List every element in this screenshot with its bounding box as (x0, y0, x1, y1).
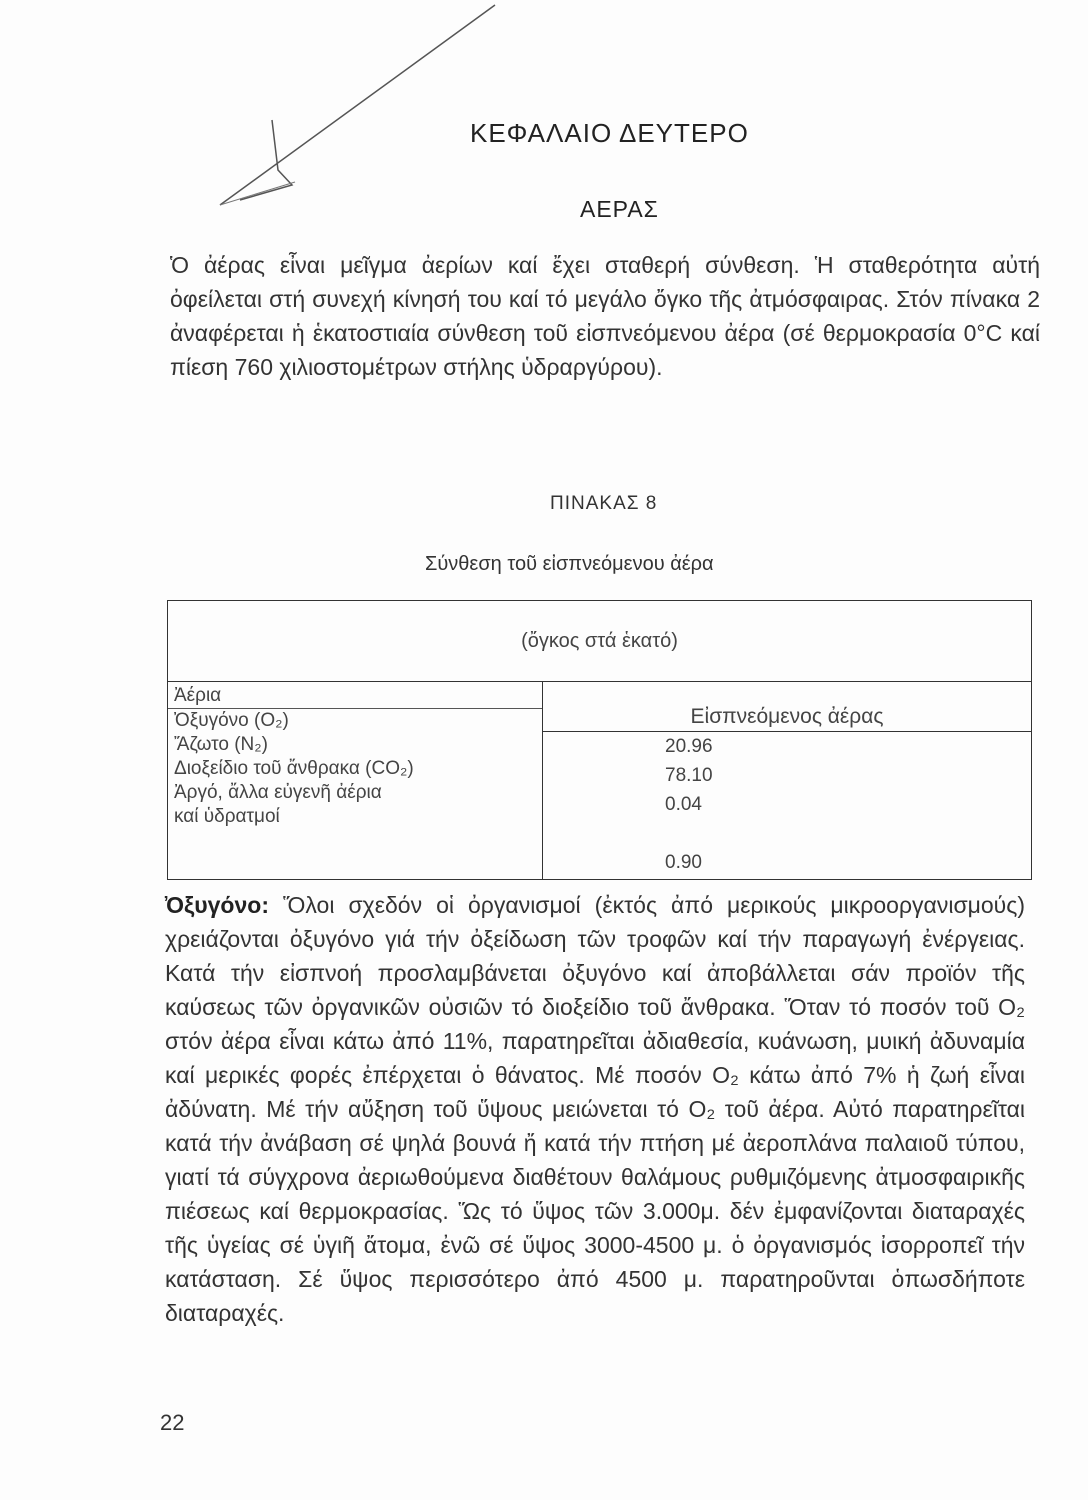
table-label: ΠΙΝΑΚΑΣ 8 (550, 493, 658, 514)
chapter-title: ΚΕΦΑΛΑΙΟ ΔΕΥΤΕΡΟ (470, 118, 749, 148)
table-body (168, 682, 1031, 880)
oxygen-paragraph-text: Ὅλοι σχεδόν οἱ ὀργανισμοί (ἐκτός ἀπό μερικούς μικροοργανισμούς) χρειάζονται ὀξυγόνο γιά τήν ὀξείδωση τῶν τροφῶν καί τήν παραγωγή ἐνέργειας. Κατά τήν εἰσπνοή προσλαμβάνεται ὀξυγόνο καί ἀποβάλλεται σάν προϊόν τῆς καύσεως τῶν ὀργανικῶν οὐσιῶν τό διοξείδιο τοῦ ἄνθρακα. Ὅταν τό ποσόν τοῦ O₂ στόν ἀέρα εἶναι κάτω ἀπό 11%, παρατηρεῖται ἀδιαθεσία, κυάνωση, μυική ἀδυναμία καί μερικές φορές ἐπέρχεται ὁ θάνατος. Μέ ποσόν O₂ κάτω ἀπό 7% ἡ ζωή εἶναι ἀδύνατη. Μέ τήν αὔξηση τοῦ ὕψους μειώνεται τό O₂ τοῦ ἀέρα. Αὐτό παρατηρεῖται κατά τήν ἀνάβαση σέ ψηλά βουνά ἤ κατά τήν πτήση μέ ἀεροπλάνα παλαιοῦ τύπου, γιατί τά σύγχρονα ἀεριωθούμενα διαθέτουν θαλάμους ρυθμιζόμενης ἀτμοσφαιρικῆς πιέσεως καί θερμοκρασίας. Ὥς τό ὕψος τῶν 3.000μ. δέν ἐμφανίζονται διαταραχές τῆς ὑγείας σέ ὑγιῆ ἄτομα, ἐνῶ σέ ὕψος 3000-4500 μ. ὁ ὀργανισμός ἰσορροπεῖ τήν κατάσταση. Σέ ὕψος περισσότερο ἀπό 4500 μ. παρατηροῦνται ὁπωσδήποτε διαταραχές. (165, 892, 1026, 1326)
table-unit-row (168, 601, 1031, 682)
table-row-gas: Ὀξυγόνο (O₂) (174, 710, 289, 731)
table-row-gas: Διοξείδιο τοῦ ἄνθρακα (CO₂) (174, 758, 414, 779)
composition-table (167, 600, 1032, 880)
table-caption: Σύνθεση τοῦ εἰσπνεόμενου ἀέρα (425, 553, 714, 575)
gas-column (168, 682, 543, 880)
gas-column-header: Ἀέρια (168, 684, 542, 709)
table-row-gas: Ἀργό, ἄλλα εὐγενῆ ἀέρια (174, 782, 382, 803)
table-row-value: 20.96 (665, 736, 713, 757)
pen-mark-drawing (200, 0, 510, 215)
table-row-value: 0.04 (665, 794, 702, 815)
oxygen-paragraph-lead: Ὀξυγόνο: (165, 892, 269, 918)
table-row-value: 0.90 (665, 852, 702, 873)
value-column-header: Εἰσπνεόμενος ἀέρας (543, 682, 1031, 732)
page-number: 22 (160, 1410, 185, 1435)
value-list (543, 732, 1031, 877)
table-row-gas: Ἄζωτο (N₂) (174, 734, 268, 755)
table-row-gas: καί ὑδρατμοί (174, 806, 280, 827)
table-row-value: 78.10 (665, 765, 713, 786)
table-row-value-empty (665, 819, 1031, 848)
section-title: ΑΕΡΑΣ (580, 196, 659, 222)
table-unit-label: (ὄγκος στά ἑκατό) (521, 629, 678, 652)
value-column (543, 682, 1031, 880)
oxygen-paragraph (165, 888, 1025, 1330)
intro-paragraph: Ὁ ἀέρας εἶναι μεῖγμα ἀερίων καί ἔχει σταθερή σύνθεση. Ἡ σταθερότητα αὐτή ὀφείλεται στή συνεχή κίνησή του καί τό μεγάλο ὄγκο τῆς ἀτμόσφαιρας. Στόν πίνακα 2 ἀναφέρεται ἡ ἑκατοστιαία σύνθεση τοῦ εἰσπνεόμενου ἀέρα (σέ θερμοκρασία 0°C καί πίεση 760 χιλιοστομέτρων στήλης ὑδραργύρου). (170, 252, 1040, 380)
